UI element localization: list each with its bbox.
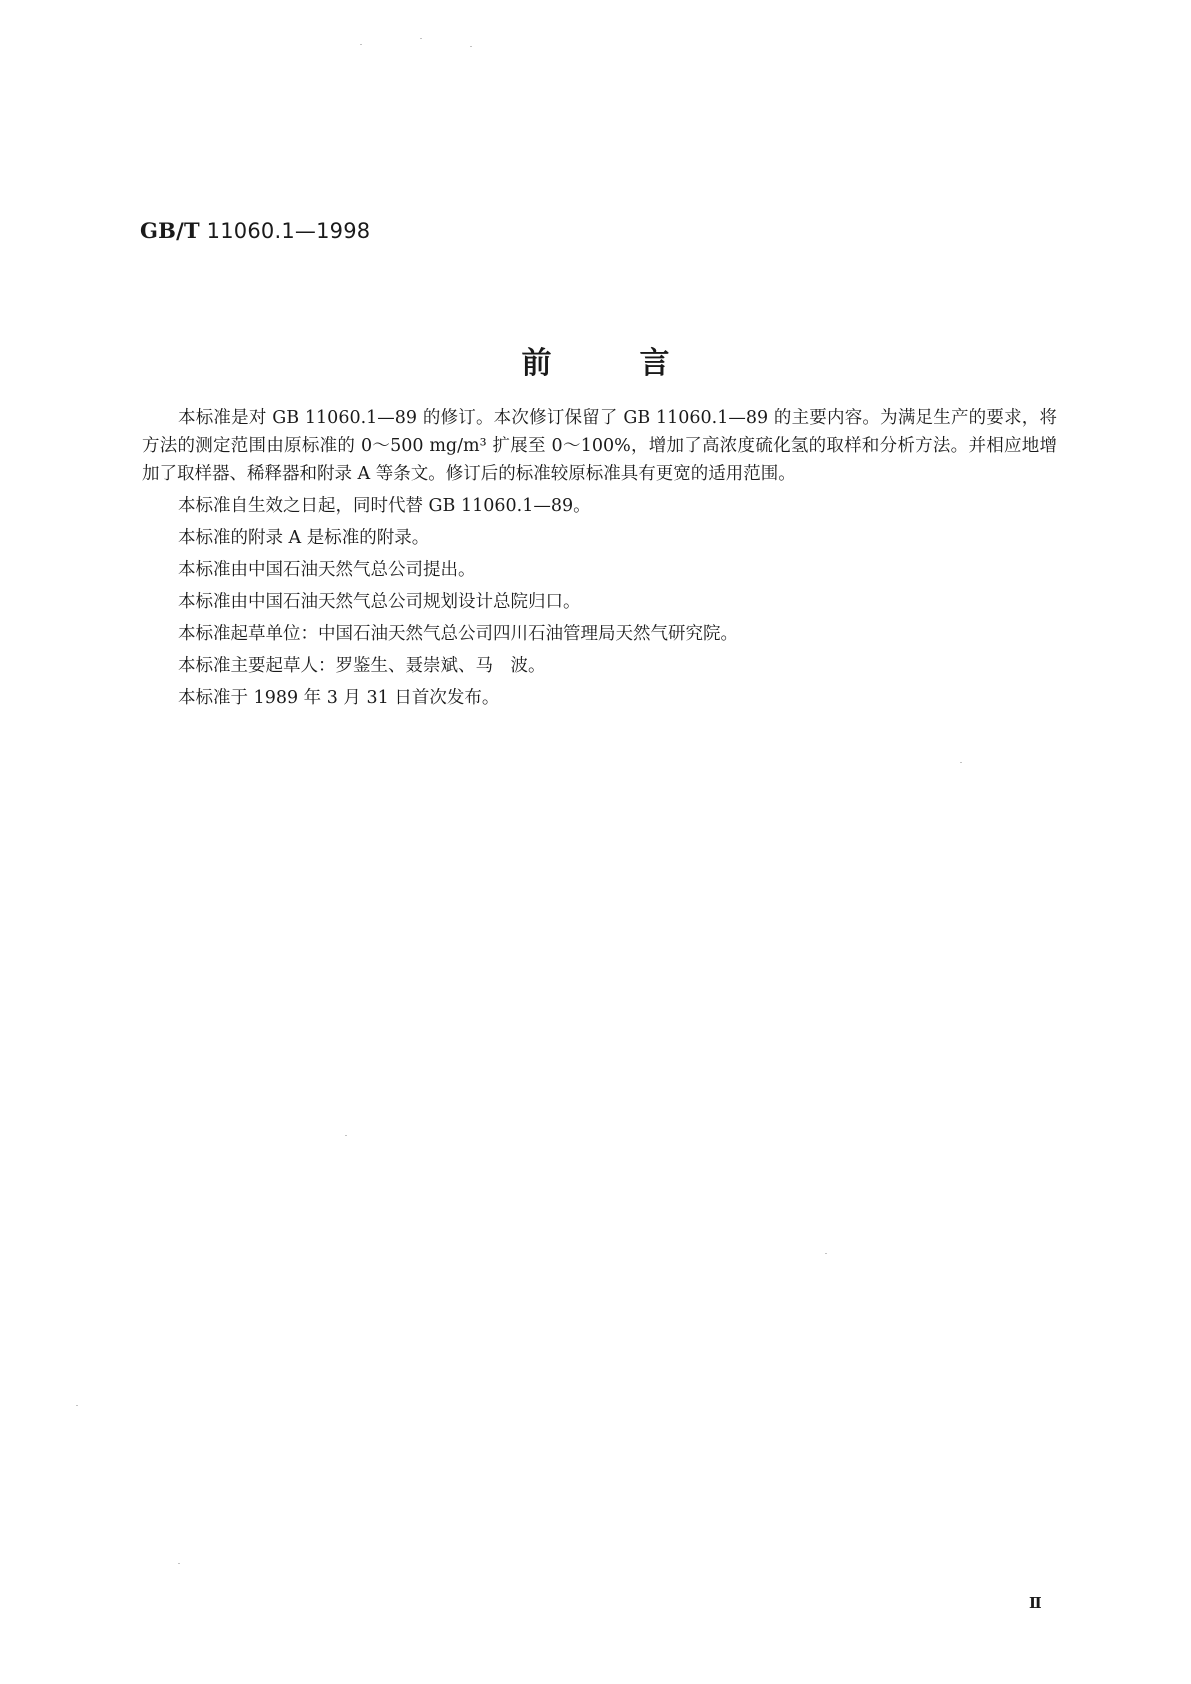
paragraph-proposer: 本标准由中国石油天然气总公司提出。 — [178, 560, 476, 580]
foreword-body — [142, 404, 1057, 716]
page-number: Ⅱ — [1029, 1594, 1042, 1612]
scan-speck — [825, 1253, 827, 1254]
paragraph-drafting-unit: 本标准起草单位：中国石油天然气总公司四川石油管理局天然气研究院。 — [178, 624, 738, 644]
paragraph-first-release: 本标准于 1989 年 3 月 31 日首次发布。 — [178, 688, 500, 708]
page-title: 前言 — [521, 346, 758, 381]
paragraph-replacement: 本标准自生效之日起，同时代替 GB 11060.1—89。 — [178, 496, 591, 516]
scan-speck — [960, 762, 962, 763]
paragraph-appendix: 本标准的附录 A 是标准的附录。 — [178, 528, 430, 548]
standard-code — [140, 218, 370, 243]
scan-speck — [76, 1405, 78, 1406]
standard-prefix: GB/T — [140, 218, 200, 243]
scan-speck — [178, 1563, 180, 1564]
scan-speck — [420, 38, 422, 39]
paragraph-administrator: 本标准由中国石油天然气总公司规划设计总院归口。 — [178, 592, 581, 612]
scan-speck — [345, 1135, 347, 1136]
scan-speck — [360, 44, 362, 45]
scan-speck — [470, 46, 472, 47]
paragraph-revision: 本标准是对 GB 11060.1—89 的修订。本次修订保留了 GB 11060.1—89 的主要内容。为满足生产的要求，将方法的测定范围由原标准的 0～500 mg/m³ 扩展至 0～100%，增加了高浓度硫化氢的取样和分析方法。并相应地增加了取样器、稀释器和附录 A 等条文。修订后的标准较原标准具有更宽的适用范围。 — [142, 408, 1057, 484]
standard-number: 11060.1—1998 — [206, 219, 371, 243]
paragraph-drafters: 本标准主要起草人：罗鉴生、聂崇斌、马 波。 — [178, 656, 546, 676]
